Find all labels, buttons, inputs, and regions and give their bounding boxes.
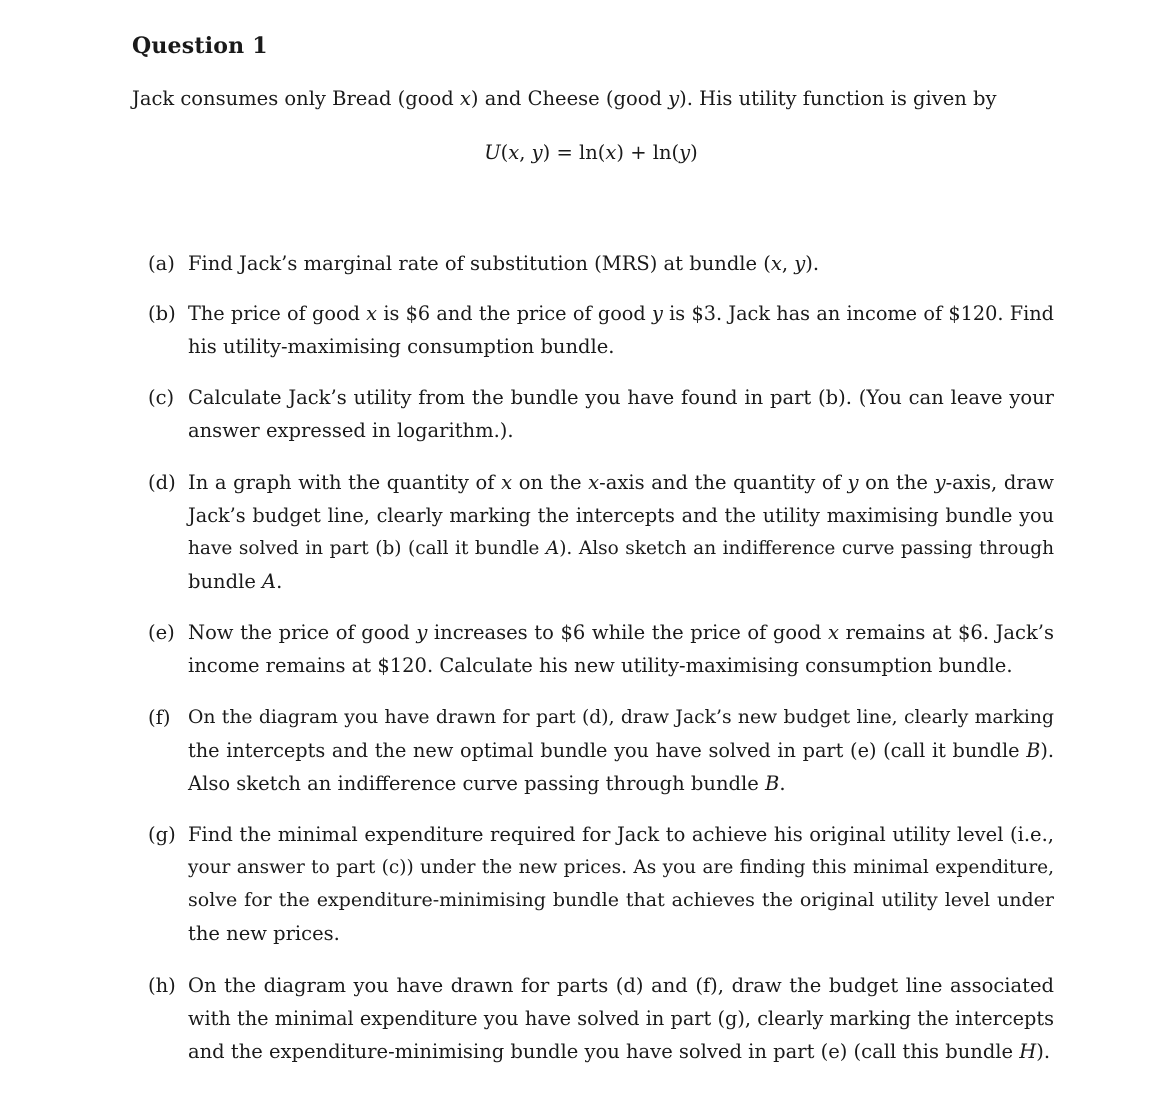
part-line: Jack’s budget line, clearly marking the intercepts and the utility maximising bundle you [188,504,1054,527]
part-label: (b) [148,302,176,325]
part-label: (g) [148,823,176,846]
part-line: his utility-maximising consumption bundle. [188,335,615,358]
part-label: (h) [148,974,176,997]
part-line: have solved in part (b) (call it bundle 𝐴). Also sketch an indifference curve passing through [188,538,1054,559]
part-line: On the diagram you have drawn for parts (d) and (f), draw the budget line associated [188,974,1054,997]
part-text [188,818,1054,950]
part-line: answer expressed in logarithm.). [188,419,514,442]
part-text [188,247,1054,280]
part-line: your answer to part (c)) under the new prices. As you are finding this minimal expenditure, [188,857,1054,878]
part-line: the new prices. [188,922,340,945]
part-label: (c) [148,386,175,409]
part-label: (f) [148,706,171,729]
part-text [188,616,1054,682]
part-label: (e) [148,621,175,644]
part-label: (d) [148,471,176,494]
part-line: Find the minimal expenditure required for Jack to achieve his original utility level (i.e., [188,823,1054,846]
part-text [188,381,1054,447]
part-line: Calculate Jack’s utility from the bundle you have found in part (b). (You can leave your [188,386,1054,409]
part-text [188,701,1054,800]
question-title: Question 1 [132,33,268,59]
part-line: Find Jack’s marginal rate of substitution (MRS) at bundle (𝑥, 𝑦). [188,252,820,275]
part-line: income remains at $120. Calculate his new utility-maximising consumption bundle. [188,654,1013,677]
part-text [188,969,1054,1068]
part-line: On the diagram you have drawn for part (d), draw Jack’s new budget line, clearly marking [188,707,1054,728]
part-line: Now the price of good 𝑦 increases to $6 while the price of good 𝑥 remains at $6. Jack’s [188,621,1054,644]
part-label: (a) [148,252,175,275]
part-line: bundle 𝐴. [188,570,283,593]
part-line: solve for the expenditure-minimising bundle that achieves the original utility level under [188,889,1054,911]
question-intro: Jack consumes only Bread (good 𝑥) and Cheese (good 𝑦). His utility function is given by [132,87,997,110]
part-text [188,297,1054,363]
utility-equation: 𝑈(𝑥, 𝑦) = ln(𝑥) + ln(𝑦) [484,141,698,164]
part-line: and the expenditure-minimising bundle you have solved in part (e) (call this bundle 𝐻). [188,1040,1051,1063]
part-line: the intercepts and the new optimal bundle you have solved in part (e) (call it bundle 𝐵). [188,739,1054,762]
part-line: with the minimal expenditure you have solved in part (g), clearly marking the intercepts [188,1007,1054,1030]
part-text [188,466,1054,598]
part-line: Also sketch an indifference curve passing through bundle 𝐵. [188,772,786,795]
part-line: The price of good 𝑥 is $6 and the price of good 𝑦 is $3. Jack has an income of $120. Find [188,302,1054,325]
part-line: In a graph with the quantity of 𝑥 on the 𝑥-axis and the quantity of 𝑦 on the 𝑦-axis, draw [188,471,1054,494]
